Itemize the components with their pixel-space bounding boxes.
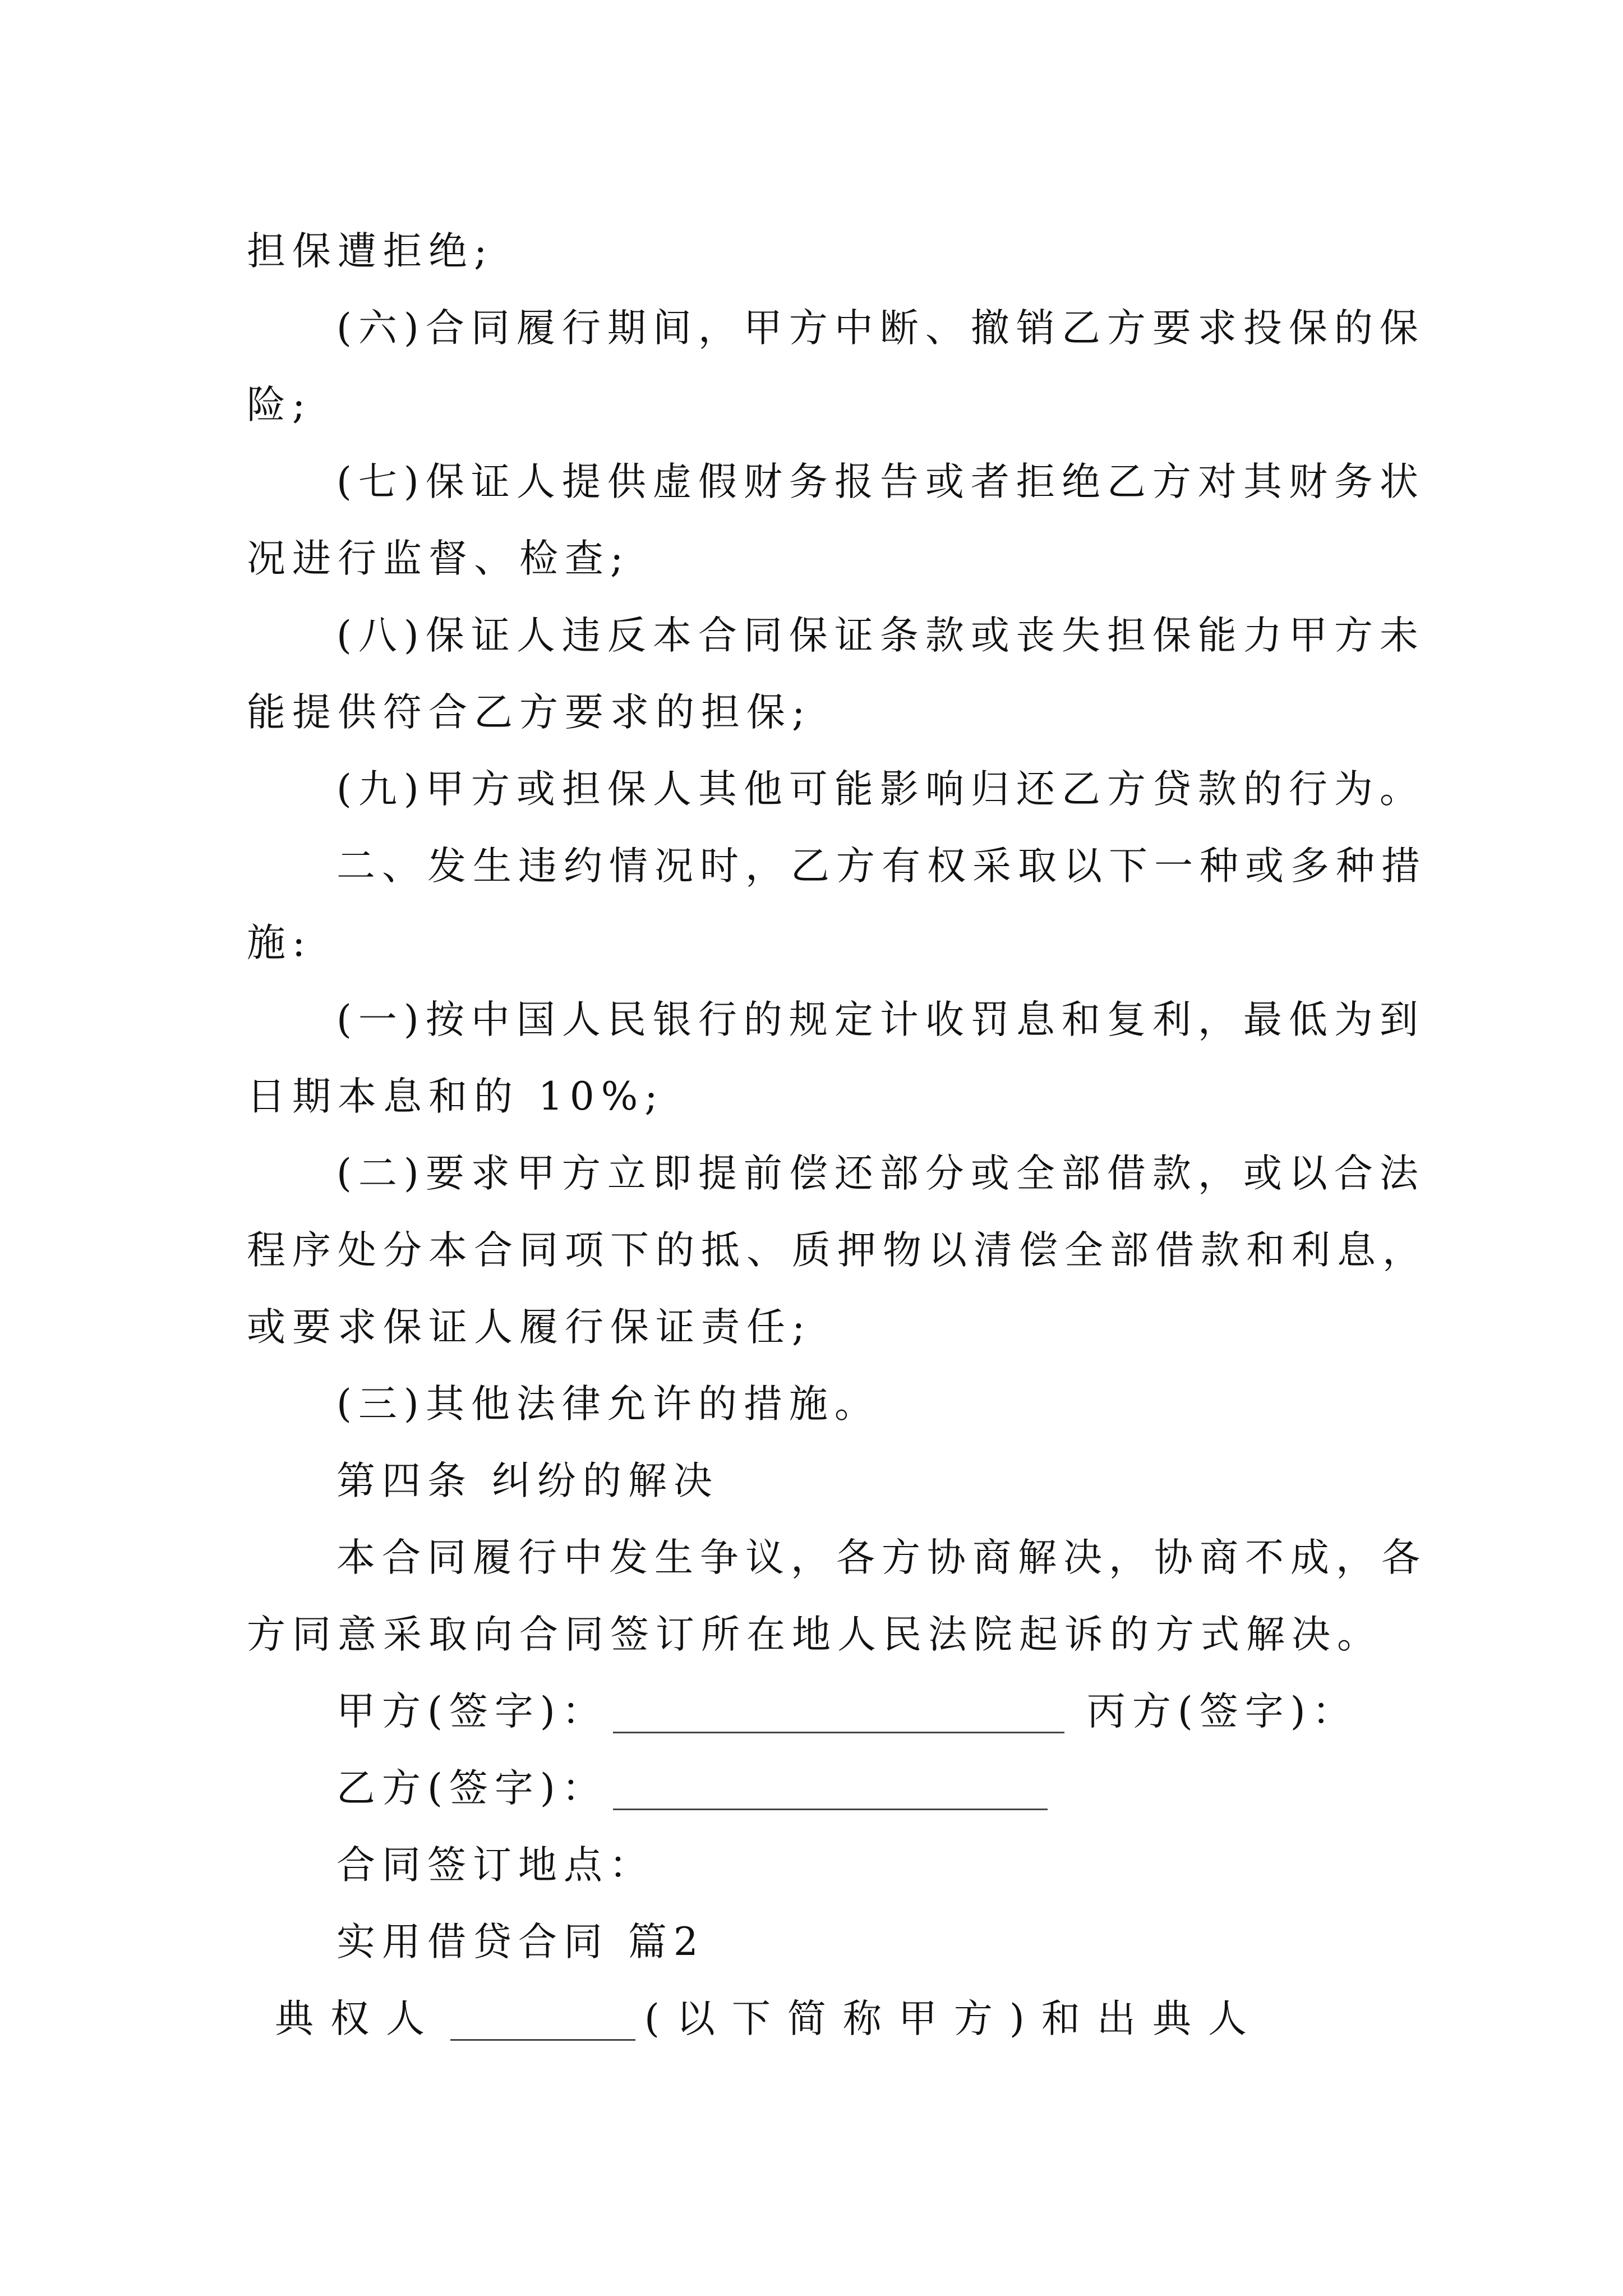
text-line-8: (九)甲方或担保人其他可能影响归还乙方贷款的行为。 [336, 767, 1425, 812]
text-line-12: 日期本息和的 10%; [247, 1074, 665, 1119]
text-line-15: 或要求保证人履行保证责任; [247, 1305, 812, 1350]
text-line-10: 施: [247, 921, 312, 965]
party-b-signature-line [613, 1774, 1048, 1810]
party-a-signature-line [613, 1697, 1064, 1733]
text-line-4: (七)保证人提供虚假财务报告或者拒绝乙方对其财务状 [336, 459, 1425, 504]
text-line-16: (三)其他法律允许的措施。 [336, 1382, 880, 1427]
text-line-2: (六)合同履行期间，甲方中断、撤销乙方要求投保的保 [336, 306, 1425, 351]
text-line-6: (八)保证人违反本合同保证条款或丧失担保能力甲方未 [336, 613, 1425, 658]
text-line-3: 险; [247, 383, 312, 427]
article-heading: 第四条 纠纷的解决 [336, 1458, 719, 1503]
text-line-13: (二)要求甲方立即提前偿还部分或全部借款，或以合法 [336, 1151, 1425, 1196]
fill-in-blank [450, 2004, 635, 2041]
text-line-19: 方同意采取向合同签订所在地人民法院起诉的方式解决。 [247, 1612, 1382, 1657]
party-c-label: 丙方(签字)： [1086, 1689, 1358, 1734]
text-line-7: 能提供符合乙方要求的担保; [247, 690, 812, 735]
last-line-after: (以下简称甲方)和出典人 [644, 1996, 1264, 2041]
text-line-1: 担保遭拒绝; [247, 229, 494, 274]
text-line-14: 程序处分本合同项下的抵、质押物以清偿全部借款和利息， [247, 1228, 1428, 1273]
signature-row-b [247, 1750, 1380, 1827]
text-line-9: 二、发生违约情况时，乙方有权采取以下一种或多种措 [336, 844, 1427, 889]
signing-place: 合同签订地点： [336, 1843, 654, 1888]
signature-row-a-c [247, 1673, 1380, 1750]
text-line-18: 本合同履行中发生争议，各方协商解决，协商不成，各 [336, 1535, 1427, 1580]
party-a-label: 甲方(签字)： [336, 1689, 607, 1734]
text-line-11: (一)按中国人民银行的规定计收罚息和复利，最低为到 [336, 997, 1425, 1042]
text-line-5: 况进行监督、检查; [247, 536, 630, 581]
party-b-label: 乙方(签字)： [336, 1766, 607, 1811]
last-line-before: 典权人 [275, 1996, 441, 2041]
section-title: 实用借贷合同 篇2 [336, 1920, 705, 1964]
document-body [247, 213, 1428, 2058]
last-line [247, 1981, 1380, 2058]
